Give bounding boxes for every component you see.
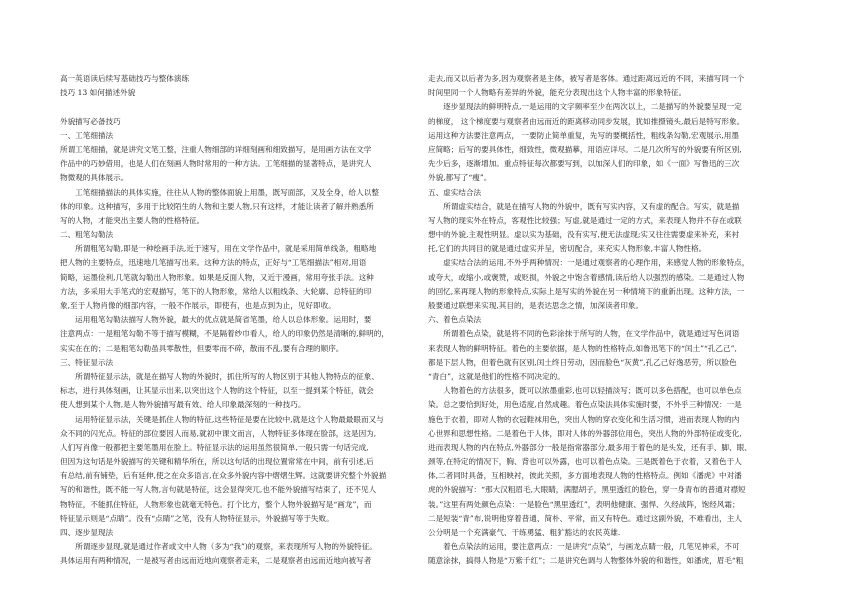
left-text-line: 注意两点：一是粗笔勾勒不等于描写模糊，不是隔着纱巾看人，给人的印象仍然是清晰的,鲜明的，	[60, 329, 389, 339]
left-text-line	[60, 100, 412, 114]
left-text-line: 运用粗笔勾勒法描写人物外貌，最大的优点就是简省笔墨，给人以总体形象。运用时，要	[60, 315, 372, 325]
left-text-line: 物微观的具体展示。	[60, 173, 129, 183]
right-text-line: 走去,而又以后者为多,因为观察者是主体，被写者是客体。通过距离远近的不同，来描写同一个	[428, 74, 745, 83]
left-text-line: 工笔细描描法的具体实施，往往从人物的整体面貌上用墨，既写面部，又及全身，给人以整	[60, 187, 379, 197]
left-text-line: 众不同的闪光点。特征的部位要因人而易,就初中课文而言，人物特征多体现在脸部，这是因为,	[60, 428, 377, 438]
left-text-line: 有总结,前有铺垫，后有延伸,使之在众多语言,在众多外貌内容中熠熠生辉。这就要讲究整个外貌描	[60, 471, 387, 481]
left-text-line: 所谓逐步显现,就是通过作者或文中人物（多为“我”)的观察，来表现所写人物的外貌特征。	[60, 542, 377, 552]
right-text-line: 来表现人物的鲜明特征。着色的主要依据，是人物的性格特点,如鲁迅笔下的“闰土”“孔乙己”,	[428, 343, 737, 353]
right-text-line: 逐步显现法的鲜明特点,一是运用的文字频率至少在两次以上，二是描写的外貌要呈现一定	[428, 102, 742, 112]
left-text-line: 方法，多采用大手笔式的宏观描写，笔下的人物形象，常给人以粗线条、大轮廓、总特征的印	[60, 286, 372, 296]
right-text-line: 的回忆,来再现人物的形象特点,实际上是写实的外貌在另一种情境下的重新出现。这种方法，一	[428, 286, 745, 296]
left-text-line: 二、粗笔勾勒法	[60, 230, 114, 240]
left-text-line: 技巧 13 如何描述外貌	[60, 88, 136, 98]
left-text-line: 象,至于人物肖像的细部内容，一般不作展示，即使有，也是点到为止，见好即收。	[60, 301, 336, 310]
right-text-line: 所谓着色点染，就是将不同的色彩涂抹于所写的人物，在文学作品中，就是通过写色词语	[428, 329, 740, 339]
left-text-line: 物特征，不能抓住特征，人物形象也就毫无特色。打个比方，整个人物外貌描写是“画龙”，而	[60, 499, 372, 509]
left-text-line: 使人想到某个人物,是人物外貌描写最有效、给人印象最深刻的一种技巧。	[60, 400, 306, 410]
left-text-line: 高一英语读后续写基础技巧与整体演练	[60, 74, 190, 83]
right-column	[428, 0, 780, 607]
right-text-line: 进而表现人物的内在特点,外器部分一般是指常器部分,最多用于着色的是头发，还有手、脚、眼、	[428, 442, 752, 452]
left-text-line: 外貌描写必备技巧	[60, 116, 121, 126]
left-text-line: 所谓粗笔勾勒,即是一种绘画手法,近于速写，用在文学作品中，就是采用简单线条，粗略地	[60, 244, 377, 254]
right-text-line: 的梯度， 这个梯度要与观察者由远而近的距离移动同步发展，犹如推摄镜头,最后是特写形象。	[428, 116, 745, 126]
right-text-line: 虚实结合法的运用,不外乎两种情况：一是通过观察者的心理作用，来感觉人物的形象特点，	[428, 258, 750, 268]
right-text-line: 染。总之要恰到好处，用色适度,自然成趣。着色点染法具体实施时要，不外乎三种情况：一是	[428, 400, 742, 410]
left-text-line: 具体运用有两种情况，一是被写者由远而近地向观察者走来，二是观察者由远而近地向被写者	[60, 556, 372, 566]
right-text-line: 外貌,都写了“瘦”。	[428, 173, 492, 183]
right-text-line: 装。”这里有两处颜色点染：一是脸色“黑里透红”，表明他健康、强悍、久经战阵，饱经风霜；	[428, 499, 740, 509]
left-text-line: 写的和谐性，既不能一写人物,言句就是特征，这会显得突兀,也不能外貌描写结束了，还不见人	[60, 485, 377, 495]
right-text-line: 施色于衣着，即对人物的衣冠鞋袜用色，突出人物的穿衣变化和生活习惯，进而表现人物的内	[428, 414, 740, 424]
left-text-line: 但因为这句话是外貌描写的关键和精华所在，所以这句话的出现位置常常在中间，前有引述,后	[60, 457, 374, 467]
right-text-line: 着色点染法的运用，要注意两点：一是讲究“点染”，与画龙点睛一般，几笔见神采，不可	[428, 542, 740, 552]
right-text-line: 托,它们的共同目的就是通过虚实并呈，密切配合，来充实人物形象,丰富人物性格。	[428, 244, 707, 254]
right-text-line: 或夸大，或缩小,或褒赞，或贬损，外貌之中饱含着感情,读后给人以强烈的感染。二是通过人物	[428, 272, 745, 282]
right-text-line: 都是下层人物，但着色就有区别,闰土终日劳动，因而脸色“灰黄”,孔乙己好逸恶劳，所以脸色	[428, 357, 737, 367]
left-text-line: 实实在在的；二是粗笔勾勒虽具零散性，但要零而不碎，散而不乱,要有合理的顺序。	[60, 343, 344, 353]
left-text-line: 体的印象。这种描写，多用于比较陌生的人物和主要人物,只有这样，才能让读者了解并熟悉所	[60, 201, 374, 211]
right-text-line: 时间里同一个人物略有差异的外貌，能充分表现出这个人物丰富的形象特征。	[428, 88, 687, 98]
right-text-line: 所谓虚实结合，就是在描写人物的外貌中，既有写实内容，又有虚的配合。写实，就是描	[428, 201, 740, 211]
left-text-line: 标志，进行具体刻画，让其显示出来,以突出这个人物的这个特征，以至一提到某个特征，就会	[60, 386, 374, 396]
left-text-line: 所谓特征显示法，就是在描写人物的外貌时，抓住所写的人物区别于其他人物特点的征象、	[60, 371, 379, 381]
right-text-line: 五、虚实结合法	[428, 187, 482, 197]
left-text-line: 四、逐步显现法	[60, 528, 114, 537]
right-text-line: 二是短装“青”布,说明他穿着普通、简朴、平常，而又有特色。通过这副外貌，不难看出，主人	[428, 513, 742, 523]
left-text-line: 特征显示则是“点睛”。没有“点睛”之笔，没有人物特征显示，外貌描写等于失败。	[60, 513, 334, 523]
right-text-line: 虎的外貌描写：“那大汉粗眉毛,大眼睛，满腮胡子，黑里透红的脸色，穿一身青布的普通对襟短	[428, 485, 746, 495]
right-text-line: 公分明是一个充满豪气、干练勇猛、粗犷豁达的农民英雄.	[428, 528, 621, 537]
left-text-line: 作品中的巧妙借用，也是人们在刻画人物时常用的一种方法。工笔细描的显著特点，是讲究人	[60, 159, 372, 169]
left-text-line: 简略，运墨俭利,几笔就勾勒出人物形象。如果是反面人物，又近于漫画，常用夸张手法。这种	[60, 272, 374, 282]
left-text-line: 所谓工笔细描，就是讲究文笔工整，注重人物细部的详细刻画和细致描写，是用画方法在文学	[60, 144, 372, 154]
left-text-line: 人们写肖像一般都把主要笔墨用在脸上。特征显示法的运用虽然很简单,一般只需一句话完成,	[60, 442, 369, 452]
right-text-line: 六、着色点染法	[428, 315, 482, 325]
left-text-line: 把人物的主要特点，迅速地几笔描写出来。这种方法的特点，正好与“工笔细描法”相对,用语	[60, 258, 367, 268]
left-column	[60, 0, 412, 607]
right-text-line: 运用这种方法要注意两点， 一要防止简单重复，先写的要概括性，粗线条勾勒,宏观展示,用墨	[428, 130, 739, 140]
right-text-line: 写人物的现实外在特点，客观性比较强；写虚,就是通过一定的方式，来表现人物并不存在或联	[428, 215, 742, 225]
left-text-line: 运用特征显示法，关键是抓住人物的特征,这些特征是要在比较中,就是这个人物最最眼而又与	[60, 414, 384, 424]
right-text-line: “青白”，这就是他们的性格不同决定的。	[428, 371, 565, 381]
left-text-line: 三、特征显示法	[60, 357, 114, 367]
right-text-line: 应简略；后写的要具体性，细致性，微观描摹，用语应详尽。二是几次所写的外貌要有所区别,	[428, 144, 742, 154]
right-text-line: 随意涂抹，搞得人物是“万紫千红”；二是讲究色调与人物整体外貌的和谐性，如潘虎，眉毛“粗	[428, 556, 744, 566]
right-text-line: 想中的外貌,主观性明显。虚以实为基础，没有实写,便无法虚现;实又往往需要虚来补充，来衬	[428, 230, 740, 240]
left-text-line: 写的人物，才能突出主要人物的性格特征。	[60, 215, 205, 225]
right-text-line: 体,二者同时具备，互相映衬，彼此关照，多方面地表现人物的性格特点。例如《潘虎》中对潘	[428, 471, 742, 481]
right-text-line: 先少后多，逐渐增加。重点特征每次都要写到，以加深人们的印象，如《一面》写鲁迅的三次	[428, 159, 740, 169]
right-text-line: 般要通过联想来实现,其目的，是表达思念之情，加深读者印象。	[428, 301, 644, 310]
right-text-line: 人物着色的方法很多，既可以浓墨重彩,也可以轻描淡写；既可以多色搭配，也可以单色点	[428, 386, 742, 396]
right-text-line: 心世界和思想性格。二是着色于人体，即对人体的外器部位用色，突出人物的外部特征或变化,	[428, 428, 742, 438]
right-text-line: 颈等,在特定的情况下，胸、背也可以外露，也可以着色点染。三是既着色于衣着，又着色于人	[428, 457, 742, 467]
left-text-line: 一、工笔细描法	[60, 130, 114, 140]
